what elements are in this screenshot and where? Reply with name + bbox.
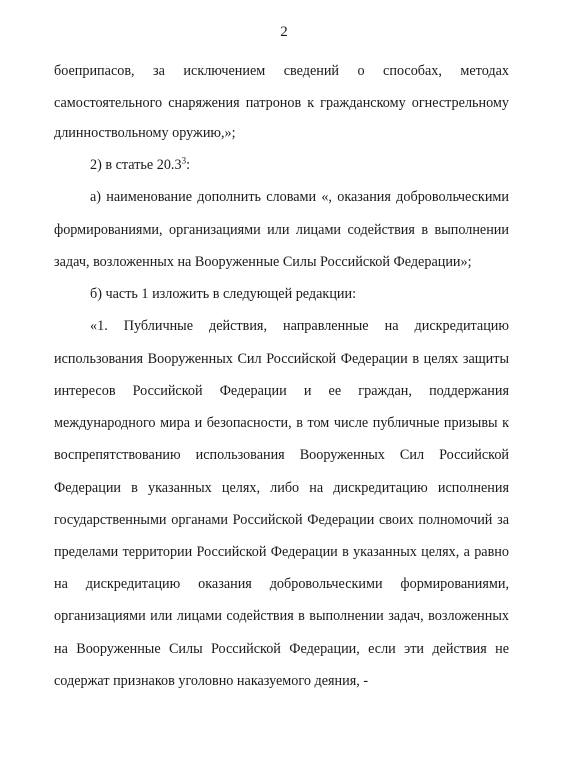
page-number: 2	[280, 24, 288, 40]
text-line: государственными органами Российской Федерации своих полномочий за	[54, 512, 509, 528]
text-line: а) наименование дополнить словами «, оказания добровольческими	[90, 189, 509, 205]
text-line: международного мира и безопасности, в том числе публичные призывы к	[54, 415, 509, 431]
text-line: боеприпасов, за исключением сведений о способах, методах	[54, 63, 509, 79]
text-line: использования Вооруженных Сил Российской Федерации в целях защиты	[54, 351, 509, 367]
text-line: самостоятельного снаряжения патронов к гражданскому огнестрельному	[54, 95, 509, 111]
text-line: организациями или лицами содействия в выполнении задач, возложенных	[54, 608, 509, 624]
text-line: б) часть 1 изложить в следующей редакции:	[90, 286, 357, 302]
text-line-article	[90, 156, 509, 174]
text-line: задач, возложенных на Вооруженные Силы Российской Федерации»;	[54, 254, 472, 270]
article-label: 2) в статье 20.3	[90, 157, 182, 173]
text-line: на дискредитацию оказания добровольческими формированиями,	[54, 576, 509, 592]
text-line: содержат признаков уголовно наказуемого деяния, -	[54, 673, 369, 689]
text-line: интересов Российской Федерации и ее граждан, поддержания	[54, 383, 509, 399]
article-superscript: 3	[181, 155, 187, 166]
article-suffix: :	[186, 157, 191, 173]
text-line: пределами территории Российской Федерации в указанных целях, а равно	[54, 544, 509, 560]
text-line: «1. Публичные действия, направленные на дискредитацию	[90, 318, 509, 334]
text-line: воспрепятствованию использования Вооруженных Сил Российской	[54, 447, 509, 463]
text-line: длинноствольному оружию,»;	[54, 125, 236, 141]
text-line: на Вооруженные Силы Российской Федерации, если эти действия не	[54, 641, 509, 657]
text-line: формированиями, организациями или лицами содействия в выполнении	[54, 222, 509, 238]
text-line: Федерации в указанных целях, либо на дискредитацию исполнения	[54, 480, 509, 496]
